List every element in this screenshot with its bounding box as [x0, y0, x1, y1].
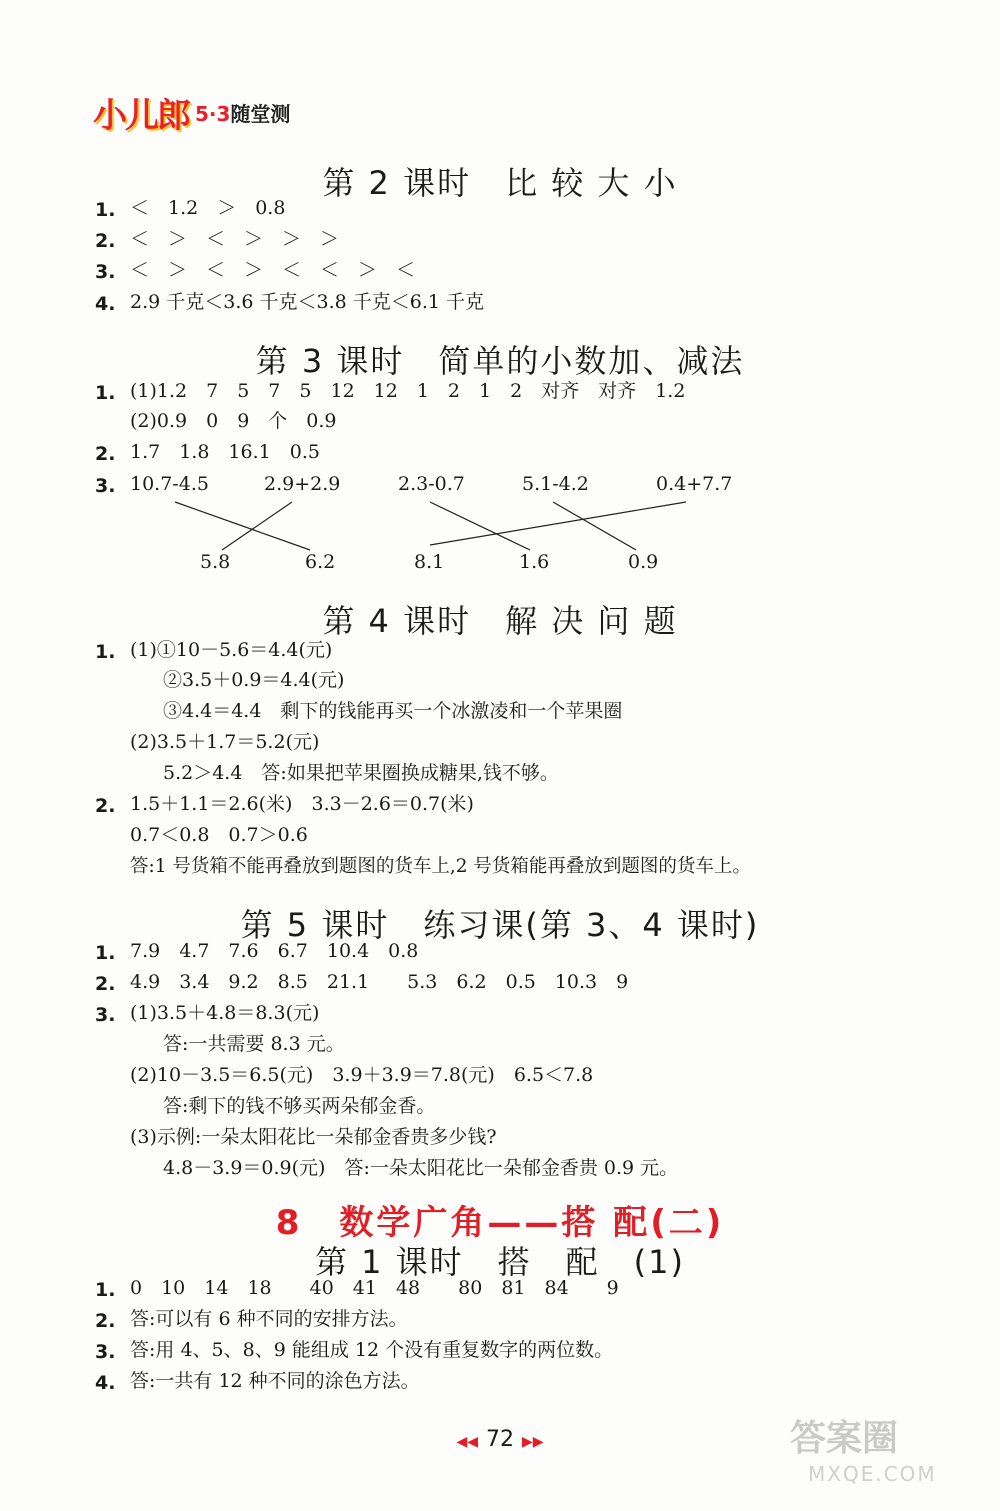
answer-line: ③4.4＝4.4 剩下的钱能再买一个冰激凌和一个苹果圈: [163, 700, 623, 722]
answer-line: (2)3.5＋1.7＝5.2(元): [130, 731, 320, 753]
answer-line: (1)3.5＋4.8＝8.3(元): [130, 1002, 320, 1024]
q-number: 3.: [95, 1004, 116, 1026]
q-number: 2.: [95, 1310, 116, 1332]
answer-line: 2.9 千克＜3.6 千克＜3.8 千克＜6.1 千克: [130, 291, 485, 313]
unit-title: 8 数学广角——搭 配(二): [275, 1203, 725, 1243]
answer-line: ②3.5＋0.9＝4.4(元): [163, 669, 345, 691]
answer-line: 4.9 3.4 9.2 8.5 21.1 5.3 6.2 0.5 10.3 9: [130, 971, 629, 993]
match-top-3: 2.3-0.7: [398, 473, 465, 495]
answer-line: 答:剩下的钱不够买两朵郁金香。: [163, 1095, 436, 1117]
q-number: 3.: [95, 261, 116, 283]
answer-line: (3)示例:一朵太阳花比一朵郁金香贵多少钱?: [130, 1126, 497, 1148]
section-title-lesson3: 第 3 课时 简单的小数加、减法: [255, 342, 745, 380]
answer-line: 答:一共有 12 种不同的涂色方法。: [130, 1370, 420, 1392]
brand-sub-num: 5·3: [195, 102, 231, 126]
section-title-lesson4: 第 4 课时 解 决 问 题: [322, 602, 678, 640]
section-title-lesson5: 第 5 课时 练习课(第 3、4 课时): [240, 906, 760, 944]
match-bottom-3: 8.1: [414, 551, 445, 573]
answer-line: (1)①10－5.6＝4.4(元): [130, 639, 333, 661]
answer-line: 0 10 14 18 40 41 48 80 81 84 9: [130, 1277, 619, 1299]
q-number: 2.: [95, 795, 116, 817]
q-number: 3.: [95, 1341, 116, 1363]
watermark-logo: 答案圈: [790, 1418, 899, 1459]
match-bottom-4: 1.6: [519, 551, 550, 573]
answer-line: 4.8－3.9＝0.9(元) 答:一朵太阳花比一朵郁金香贵 0.9 元。: [163, 1157, 679, 1179]
answer-line: 答:1 号货箱不能再叠放到题图的货车上,2 号货箱能再叠放到题图的货车上。: [130, 856, 751, 877]
q-number: 4.: [95, 1372, 116, 1394]
answer-line: 0.7＜0.8 0.7＞0.6: [130, 824, 308, 846]
match-bottom-1: 5.8: [200, 551, 231, 573]
right-arrow-icon: ▶▶: [522, 1434, 544, 1450]
answer-line: ＜ ＞ ＜ ＞ ＞ ＞: [130, 228, 340, 250]
q-number: 1.: [95, 1279, 116, 1301]
match-top-1: 10.7-4.5: [130, 473, 209, 495]
answer-line: ＜ ＞ ＜ ＞ ＜ ＜ ＞ ＜: [130, 259, 416, 281]
q-number: 4.: [95, 293, 116, 315]
q-number: 2.: [95, 230, 116, 252]
match-bottom-5: 0.9: [628, 551, 659, 573]
section-title-lesson2: 第 2 课时 比 较 大 小: [322, 164, 678, 202]
answer-line: 1.7 1.8 16.1 0.5: [130, 441, 320, 463]
match-top-5: 0.4+7.7: [656, 473, 733, 495]
answer-line: 答:用 4、5、8、9 能组成 12 个没有重复数字的两位数。: [130, 1339, 614, 1361]
answer-line: 答:一共需要 8.3 元。: [163, 1033, 345, 1055]
q-number: 2.: [95, 973, 116, 995]
watermark-domain: MXQE.COM: [808, 1462, 937, 1486]
match-bottom-2: 6.2: [305, 551, 336, 573]
match-top-2: 2.9+2.9: [264, 473, 341, 495]
answer-line: (1)1.2 7 5 7 5 12 12 1 2 1 2 对齐 对齐 1.2: [130, 380, 686, 402]
page-number: 72: [486, 1427, 514, 1452]
answer-line: 7.9 4.7 7.6 6.7 10.4 0.8: [130, 940, 419, 962]
answer-line: (2)0.9 0 9 个 0.9: [130, 410, 337, 432]
q-number: 1.: [95, 382, 116, 404]
answer-line: (2)10－3.5＝6.5(元) 3.9＋3.9＝7.8(元) 6.5＜7.8: [130, 1064, 594, 1086]
section-title-unit8-lesson1: 第 1 课时 搭 配 (1): [314, 1243, 686, 1281]
q-number: 1.: [95, 942, 116, 964]
q-number: 3.: [95, 475, 116, 497]
q-number: 1.: [95, 641, 116, 663]
match-top-4: 5.1-4.2: [522, 473, 589, 495]
answer-line: 1.5＋1.1＝2.6(米) 3.3－2.6＝0.7(米): [130, 793, 474, 815]
left-arrow-icon: ◀◀: [456, 1434, 478, 1450]
answer-line: 5.2＞4.4 答:如果把苹果圈换成糖果,钱不够。: [163, 762, 559, 784]
q-number: 1.: [95, 199, 116, 221]
q-number: 2.: [95, 443, 116, 465]
answer-line: 答:可以有 6 种不同的安排方法。: [130, 1308, 408, 1330]
brand-main: 小儿郎: [93, 96, 189, 136]
brand-sub-text: 随堂测: [230, 102, 291, 126]
answer-line: ＜ 1.2 ＞ 0.8: [130, 197, 286, 219]
